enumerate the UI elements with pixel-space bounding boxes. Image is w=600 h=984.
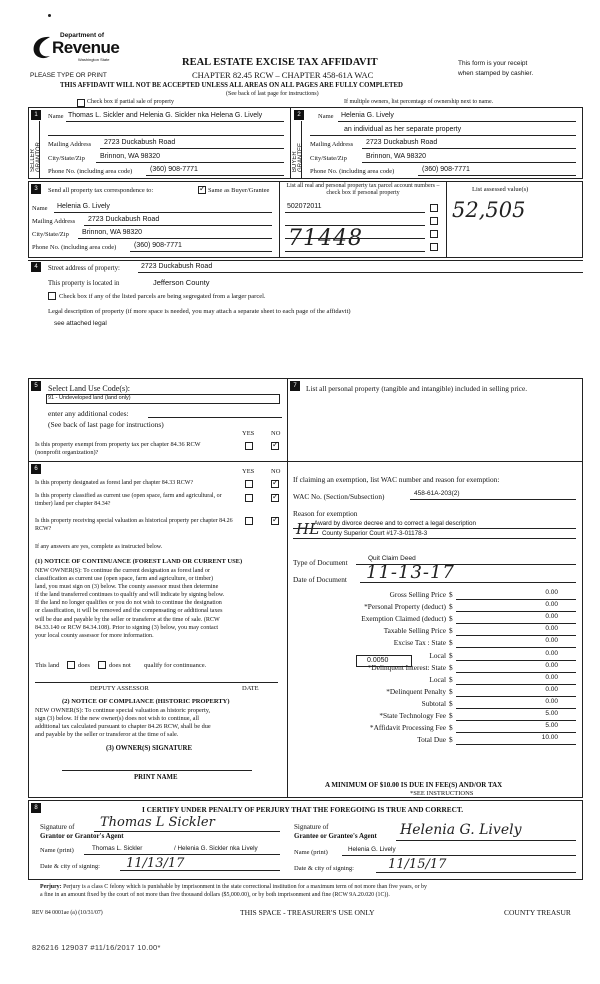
grantor-mailing-value[interactable]: 2723 Duckabush Road [104, 139, 176, 146]
section-3-number: 3 [31, 184, 41, 194]
doc-type-label: Type of Document [293, 558, 348, 567]
notice-comp-line: NEW OWNER(S): To continue special valuation as historic property, [35, 707, 211, 714]
send-correspondence-label: Send all property tax correspondence to: [48, 187, 154, 194]
fee-label: Local [429, 651, 446, 660]
county-treasurer-label: COUNTY TREASUR [504, 908, 571, 917]
grantee-sig-label-1: Signature of [294, 823, 329, 831]
grantee-city-label: City/State/Zip [310, 155, 347, 162]
street-address-value[interactable]: 2723 Duckabush Road [141, 263, 213, 270]
land-use-value[interactable]: 91 - Undeveloped land (land only) [48, 395, 131, 401]
grantor-name-print-label: Name (print) [40, 847, 74, 854]
section-1-number: 1 [31, 110, 41, 120]
fee-dollar-sign: $ [449, 626, 453, 635]
grantor-mailing-label: Mailing Address [48, 141, 92, 148]
fee-value[interactable]: 0.00 [545, 589, 558, 596]
notice-compliance-title: (2) NOTICE OF COMPLIANCE (HISTORIC PROPERTY) [62, 698, 230, 705]
grantor-date-label: Date & city of signing: [40, 863, 100, 870]
grantee-city-value[interactable]: Brinnon, WA 98320 [366, 153, 427, 160]
grantee-name-print-value[interactable]: Helenia G. Lively [348, 846, 396, 853]
fee-label: Excise Tax : State [393, 638, 446, 647]
historic-no-checkbox[interactable] [271, 517, 279, 525]
notice-continuance-text [35, 567, 285, 640]
reason-value-line2[interactable]: County Superior Court #17-3-01178-3 [322, 530, 428, 537]
grantor-phone-value[interactable]: (360) 908-7771 [150, 166, 198, 173]
fee-label: Gross Selling Price [389, 590, 446, 599]
see-back: (See back of last page for instructions) [226, 91, 319, 97]
fee-value[interactable]: 0.00 [545, 637, 558, 644]
grantor-name-print-value[interactable]: Thomas L. Sickler [92, 845, 143, 852]
grantor-name-print-value-2[interactable]: / Helenia G. Sickler nka Lively [174, 845, 258, 852]
fee-dollar-sign: $ [449, 602, 453, 611]
wac-label: WAC No. (Section/Subsection) [293, 492, 385, 501]
fee-dollar-sign: $ [449, 675, 453, 684]
treasurer-stamp: 826216 129037 #11/16/2017 10.00* [32, 943, 161, 952]
grantor-signature[interactable]: Thomas L Sickler [100, 815, 215, 830]
assessed-header: List assessed value(s) [472, 186, 529, 193]
grantor-date-value[interactable]: 11/13/17 [126, 856, 185, 871]
located-in-label: This property is located in [48, 280, 120, 287]
multiple-owners-note: If multiple owners, list percentage of ownership next to name. [344, 99, 494, 105]
form-chapter: CHAPTER 82.45 RCW – CHAPTER 458-61A WAC [192, 70, 374, 80]
grantee-phone-value[interactable]: (360) 908-7771 [422, 166, 470, 173]
notice-cont-line: If the land no longer qualifies or you do not wish to continue the designation [35, 600, 222, 607]
current-use-question: Is this property classified as current use (open space, farm and agricultural, or timber) land per chapter 84.34? [35, 493, 222, 507]
fee-label: Taxable Selling Price [383, 626, 446, 635]
corr-name-value[interactable]: Helenia G. Lively [57, 203, 110, 210]
notice-cont-line: land, you must sign on (3) below. The county assessor must then determine [35, 584, 219, 591]
fee-label: *Delinquent Penalty [386, 687, 446, 696]
notice-comp-line: and payable by the seller or transferor at the time of sale. [35, 731, 179, 738]
seller-grantor-label: SELLER GRANTOR [30, 142, 42, 172]
section-4-number: 4 [31, 262, 41, 272]
forest-land-question: Is this property designated as forest land per chapter 84.33 RCW? [35, 480, 194, 486]
grantee-date-value[interactable]: 11/15/17 [388, 857, 447, 872]
fee-dollar-sign: $ [449, 614, 453, 623]
fee-value[interactable]: 5.00 [545, 710, 558, 717]
fee-dollar-sign: $ [449, 638, 453, 647]
grantor-city-label: City/State/Zip [48, 155, 85, 162]
parcel-handwritten-note: 71448 [288, 226, 363, 251]
does-not-checkbox[interactable] [98, 661, 106, 669]
section-5-number: 5 [31, 381, 41, 391]
certify-statement: I CERTIFY UNDER PENALTY OF PERJURY THAT THE FOREGOING IS TRUE AND CORRECT. [142, 805, 464, 814]
fee-label: Local [429, 675, 446, 684]
does-not-label: does not [109, 662, 131, 669]
fee-label: *Affidavit Processing Fee [369, 723, 446, 732]
same-as-buyer-checkbox[interactable] [198, 186, 206, 194]
partial-sale-checkbox[interactable] [77, 99, 85, 107]
fee-label: *Delinquent Interest: State [367, 663, 446, 672]
notice-cont-line: 84.33.140 or RCW 84.34.108). Prior to signing (3) below, you may contact [35, 624, 219, 631]
fee-value[interactable]: 0.00 [545, 662, 558, 669]
form-title: REAL ESTATE EXCISE TAX AFFIDAVIT [182, 57, 378, 68]
grantee-date-label: Date & city of signing: [294, 865, 354, 872]
perjury-text-1: Perjury is a class C felony which is punishable by imprisonment in the state correctional institution for a maximum term of not more than five years, or by [61, 884, 427, 890]
fee-dollar-sign: $ [449, 651, 453, 660]
notice-comp-line: sign (3) below. If the new owner(s) does not wish to continue, all [35, 715, 199, 722]
parcel-number-value[interactable]: 502072011 [287, 203, 322, 210]
does-label: does [78, 662, 90, 669]
fee-dollar-sign: $ [449, 687, 453, 696]
grantor-name-label: Name [48, 113, 64, 120]
deputy-assessor-label: DEPUTY ASSESSOR [90, 685, 149, 692]
historic-yes-checkbox[interactable] [245, 517, 253, 525]
corr-mailing-label: Mailing Address [32, 218, 76, 225]
local-rate-value[interactable]: 0.0050 [367, 657, 389, 664]
section-7-number: 7 [290, 381, 300, 391]
historic-question: Is this property receiving special valuation as historical property per chapter 84.26 RCW? [35, 518, 233, 532]
fee-label: Subtotal [421, 699, 446, 708]
grantor-sig-label-1: Signature of [40, 823, 75, 831]
personal-property-checkbox-3[interactable] [430, 230, 438, 238]
personal-property-checkbox-4[interactable] [430, 243, 438, 251]
section-8-number: 8 [31, 803, 41, 813]
personal-property-checkbox-2[interactable] [430, 217, 438, 225]
qualify-label: qualify for continuance. [144, 662, 207, 669]
assessor-date-label: DATE [242, 685, 259, 692]
fee-value[interactable]: 5.00 [545, 722, 558, 729]
grantee-mailing-label: Mailing Address [310, 141, 354, 148]
this-land-label: This land [35, 662, 60, 669]
current-use-yes-checkbox[interactable] [245, 494, 253, 502]
wac-value[interactable]: 458-61A-203(2) [414, 490, 460, 497]
grantee-name-value[interactable]: Helenia G. Lively [341, 112, 394, 119]
fee-dollar-sign: $ [449, 711, 453, 720]
segregated-label: Check box if any of the listed parcels are being segregated from a larger parcel. [59, 293, 266, 300]
assessed-value-handwritten[interactable]: 52,505 [452, 198, 526, 222]
fee-value[interactable]: 0.00 [545, 613, 558, 620]
doc-type-value[interactable]: Quit Claim Deed [368, 555, 416, 562]
section6-yes-header: YES [242, 468, 255, 475]
section5-yes-header: YES [242, 430, 255, 437]
current-use-no-checkbox[interactable] [271, 494, 279, 502]
owner-signature-label: (3) OWNER(S) SIGNATURE [106, 745, 192, 752]
fee-label: Exemption Claimed (deduct) [361, 614, 446, 623]
corr-city-label: City/State/Zip [32, 231, 69, 238]
notice-cont-line: if the land transferred continues to qualify and will indicate by signing below. [35, 592, 225, 599]
notice-cont-line: classification as current use (open space, farm and agriculture, or timber) [35, 576, 213, 583]
form-warning: THIS AFFIDAVIT WILL NOT BE ACCEPTED UNLESS ALL AREAS ON ALL PAGES ARE FULLY COMPLETED [60, 82, 403, 89]
if-yes-instruction: If any answers are yes, complete as instructed below. [35, 544, 163, 550]
perjury-notice [40, 883, 585, 899]
notice-cont-line: or classification, it will be removed and the compensating or additional taxes [35, 608, 223, 615]
land-use-see-back: (See back of last page for instructions) [48, 420, 164, 429]
fee-value[interactable]: 0.00 [545, 601, 558, 608]
logo-sub: Washington State [78, 57, 110, 62]
notice-comp-line: additional tax calculated pursuant to chapter 84.26 RCW, shall be due [35, 723, 211, 730]
fee-value[interactable]: 10.00 [541, 734, 558, 741]
see-instructions-note: *SEE INSTRUCTIONS [410, 790, 474, 797]
same-as-buyer-label: Same as Buyer/Grantee [208, 187, 270, 194]
doc-date-value[interactable]: 11-13-17 [366, 562, 455, 583]
exempt-question: Is this property exempt from property tax per chapter 84.36 RCW (nonprofit organization)? [35, 441, 201, 456]
exempt-no-checkbox[interactable] [271, 442, 279, 450]
grantee-name-line2[interactable]: an individual as her separate property [344, 126, 462, 133]
grantee-name-print-label: Name (print) [294, 849, 328, 856]
fee-dollar-sign: $ [449, 735, 453, 744]
section-2-number: 2 [294, 110, 304, 120]
doc-date-label: Date of Document [293, 575, 347, 584]
forest-yes-checkbox[interactable] [245, 480, 253, 488]
fee-dollar-sign: $ [449, 663, 453, 672]
perjury-text-2: a fine in an amount fixed by the court of not more than five thousand dollars ($5,000.00), or by both imprisonment and fine (RCW 9A.20.020 (1C)). [40, 892, 390, 898]
corr-phone-label: Phone No. (including area code) [32, 244, 117, 251]
grantor-phone-label: Phone No. (including area code) [48, 168, 133, 175]
reason-label: Reason for exemption [293, 509, 358, 518]
land-use-label: Select Land Use Code(s): [48, 384, 130, 393]
additional-codes-label: enter any additional codes: [48, 409, 129, 418]
fee-dollar-sign: $ [449, 699, 453, 708]
print-name-label: PRINT NAME [134, 774, 178, 781]
fee-value[interactable]: 0.00 [545, 698, 558, 705]
grantee-phone-label: Phone No. (including area code) [310, 168, 395, 175]
legal-description-label: Legal description of property (if more space is needed, you may attach a separate sheet to each page of the affidavit) [48, 308, 351, 315]
please-type: PLEASE TYPE OR PRINT [30, 72, 107, 79]
notice-cont-line: NEW OWNER(S): To continue the current designation as forest land or [35, 568, 211, 574]
notice-compliance-text [35, 707, 285, 739]
minimum-due-note: A MINIMUM OF $10.00 IS DUE IN FEE(S) AND/OR TAX [325, 781, 503, 789]
corr-name-label: Name [32, 205, 48, 212]
exempt-yes-checkbox[interactable] [245, 442, 253, 450]
grantee-name-label: Name [318, 113, 334, 120]
revenue-logo [30, 32, 120, 64]
grantee-mailing-value[interactable]: 2723 Duckabush Road [366, 139, 438, 146]
grantor-name-value[interactable]: Thomas L. Sickler and Helenia G. Sickler nka Helena G. Lively [68, 112, 263, 119]
partial-sale-label: Check box if partial sale of property [87, 99, 174, 105]
perjury-bold: Perjury: [40, 884, 62, 890]
reason-value-line1[interactable]: Award by divorce decree and to correct a legal description [314, 520, 476, 527]
section6-no-header: NO [271, 468, 281, 475]
fee-label: Total Due [417, 735, 446, 744]
corr-city-value[interactable]: Brinnon, WA 98320 [82, 229, 143, 236]
fee-value[interactable]: 0.00 [545, 686, 558, 693]
treasurer-space: THIS SPACE - TREASURER'S USE ONLY [240, 908, 375, 917]
fee-value[interactable]: 0.00 [545, 674, 558, 681]
rev-number: REV 84 0001ae (a) (10/31/07) [32, 910, 103, 916]
fee-label: *Personal Property (deduct) [364, 602, 446, 611]
receipt-line1: This form is your receipt [458, 60, 528, 67]
grantee-sig-label-2: Grantee or Grantee's Agent [294, 832, 377, 840]
grantee-signature[interactable]: Helenia G. Lively [400, 822, 522, 838]
forest-no-checkbox[interactable] [271, 480, 279, 488]
exemption-label: If claiming an exemption, list WAC number and reason for exemption: [293, 475, 500, 484]
personal-property-checkbox-1[interactable] [430, 204, 438, 212]
initials-handwritten: HL [296, 520, 320, 538]
street-address-label: Street address of property: [48, 265, 120, 272]
notice-cont-line: your local county assessor for more information. [35, 632, 154, 639]
grantor-sig-label-2: Grantor or Grantor's Agent [40, 832, 124, 840]
county-value[interactable]: Jefferson County [153, 278, 210, 287]
fee-value[interactable]: 0.00 [545, 625, 558, 632]
fee-dollar-sign: $ [449, 590, 453, 599]
personal-property-label: List all personal property (tangible and intangible) included in selling price. [306, 384, 528, 393]
top-mark [48, 14, 51, 17]
notice-cont-line: will be due and payable by the seller or transferor at the time of sale. (RCW [35, 616, 220, 623]
logo-line1: Department of [60, 32, 105, 39]
corr-phone-value[interactable]: (360) 908-7771 [134, 242, 182, 249]
fee-label: *State Technology Fee [379, 711, 446, 720]
logo-main: Revenue [52, 38, 120, 57]
corr-mailing-value[interactable]: 2723 Duckabush Road [88, 216, 160, 223]
does-checkbox[interactable] [67, 661, 75, 669]
notice-continuance-title: (1) NOTICE OF CONTINUANCE (FOREST LAND OR CURRENT USE) [35, 558, 243, 565]
fee-dollar-sign: $ [449, 723, 453, 732]
grantor-city-value[interactable]: Brinnon, WA 98320 [100, 153, 161, 160]
section5-no-header: NO [271, 430, 281, 437]
legal-description-value[interactable]: see attached legal [54, 320, 107, 327]
fee-value[interactable]: 0.00 [545, 650, 558, 657]
buyer-grantee-label: BUYER GRANTEE [292, 142, 304, 172]
receipt-line2: when stamped by cashier. [458, 70, 534, 77]
section-6-number: 6 [31, 464, 41, 474]
segregated-checkbox[interactable] [48, 292, 56, 300]
parcel-header: List all real and personal property tax parcel account numbers – check box if personal property [286, 183, 440, 196]
